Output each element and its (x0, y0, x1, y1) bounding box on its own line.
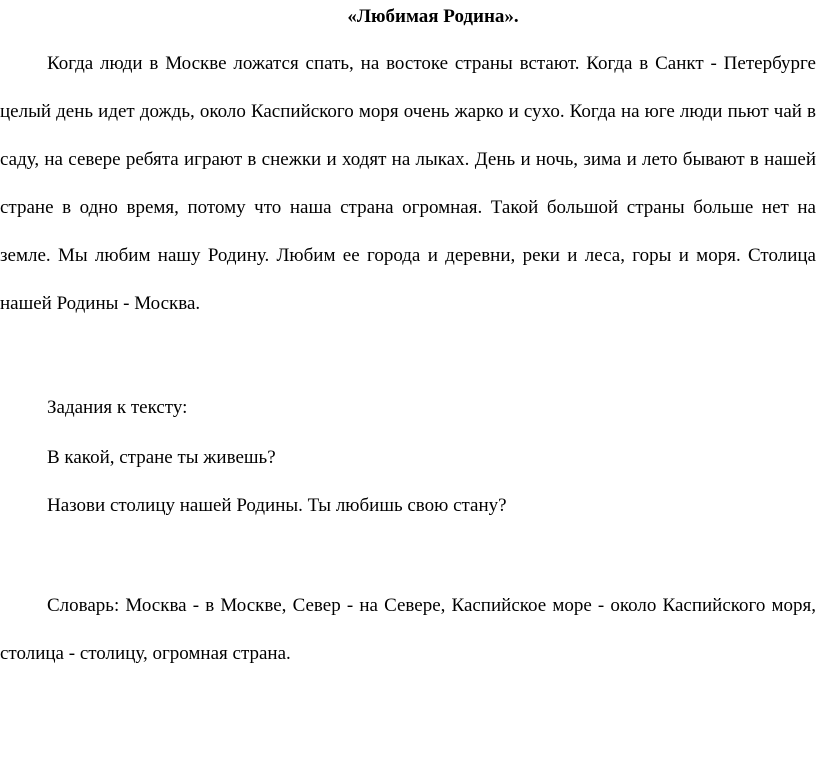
main-text-paragraph: Когда люди в Москве ложатся спать, на востоке страны встают. Когда в Санкт - Петербурге целый день идет дождь, около Каспийского моря очень жарко и сухо. Когда на юге люди пьют чай в саду, на севере ребята играют в снежки и ходят на лыках. День и ночь, зима и лето бывают в нашей стране в одно время, потому что наша страна огромная. Такой большой страны больше нет на земле. Мы любим нашу Родину. Любим ее города и деревни, реки и леса, горы и моря. Столица нашей Родины - Москва. (0, 53, 816, 314)
dictionary-paragraph: Словарь: Москва - в Москве, Север - на Севере, Каспийское море - около Каспийского моря, столица - столицу, огромная страна. (0, 595, 816, 664)
question-1: В какой, стране ты живешь? (47, 447, 276, 468)
tasks-heading: Задания к тексту: (47, 397, 188, 418)
question-2: Назови столицу нашей Родины. Ты любишь свою стану? (47, 495, 507, 516)
document-title: «Любимая Родина». (347, 6, 519, 27)
